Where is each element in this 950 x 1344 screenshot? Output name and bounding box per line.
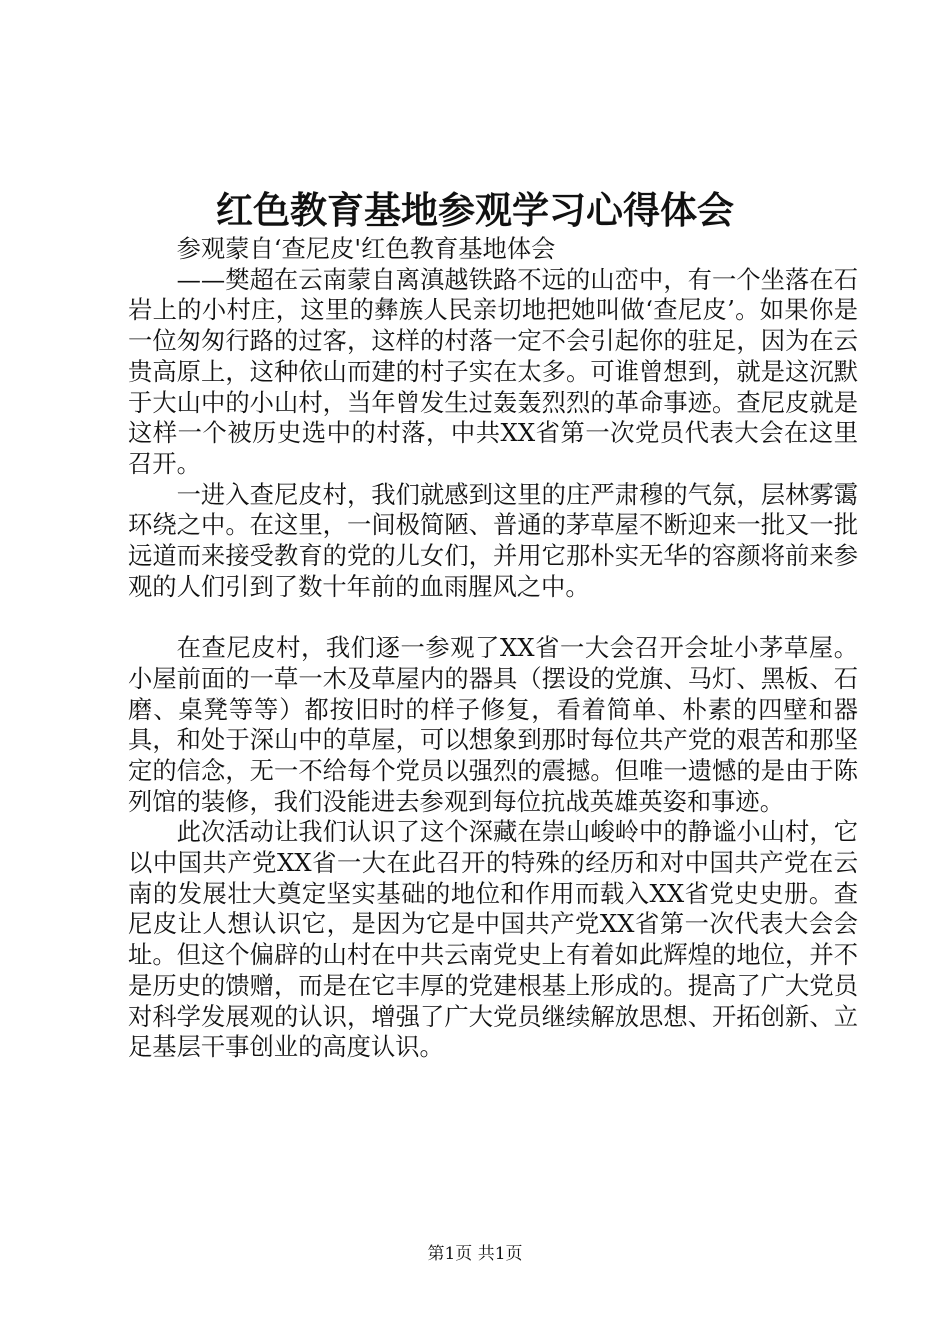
document-title: 红色教育基地参观学习心得体会 bbox=[216, 188, 734, 232]
paragraph-subtitle: 参观蒙自‘查尼皮'红色教育基地体会 bbox=[176, 234, 556, 263]
page-footer: 第1页 共1页 bbox=[427, 1244, 523, 1264]
paragraph-spacer bbox=[128, 602, 858, 633]
paragraph-conclusion: 此次活动让我们认识了这个深藏在崇山峻岭中的静谧小山村，它以中国共产党XX省一大在此召开的特殊的经历和对中国共产党在云南的发展壮大奠定坚实基础的地位和作用而载入XX省党史史册。查尼皮让人想认识它，是因为它是中国共产党XX省第一次代表大会会址。但这个偏辟的山村在中共云南党史上有着如此辉煌的地位，并不是历史的馈赠，而是在它丰厚的党建根基上形成的。提高了广大党员对科学发展观的认识，增强了广大党员继续解放思想、开拓创新、立足基层干事创业的高度认识。 bbox=[128, 817, 858, 1062]
paragraph-entering-village: 一进入查尼皮村，我们就感到这里的庄严肃穆的气氛，层林雾霭环绕之中。在这里，一间极简陋、普通的茅草屋不断迎来一批又一批远道而来接受教育的党的儿女们，并用它那朴实无华的容颜将前来参观的人们引到了数十年前的血雨腥风之中。 bbox=[128, 479, 858, 601]
paragraph-intro: ——樊超在云南蒙自离滇越铁路不远的山峦中，有一个坐落在石岩上的小村庄，这里的彝族人民亲切地把她叫做‘查尼皮’。如果你是一位匆匆行路的过客，这样的村落一定不会引起你的驻足，因为在云贵高原上，这种依山而建的村子实在太多。可谁曾想到，就是这沉默于大山中的小山村，当年曾发生过轰轰烈烈的革命事迹。查尼皮就是这样一个被历史选中的村落，中共XX省第一次党员代表大会在这里召开。 bbox=[128, 264, 858, 478]
paragraph-visit-site: 在查尼皮村，我们逐一参观了XX省一大会召开会址小茅草屋。小屋前面的一草一木及草屋内的器具（摆设的党旗、马灯、黑板、石磨、桌凳等等）都按旧时的样子修复，看着简单、朴素的四壁和器具，和处于深山中的草屋，可以想象到那时每位共产党的艰苦和那坚定的信念，无一不给每个党员以强烈的震撼。但唯一遗憾的是由于陈列馆的装修，我们没能进去参观到每位抗战英雄英姿和事迹。 bbox=[128, 633, 858, 816]
document-body bbox=[128, 234, 858, 1063]
